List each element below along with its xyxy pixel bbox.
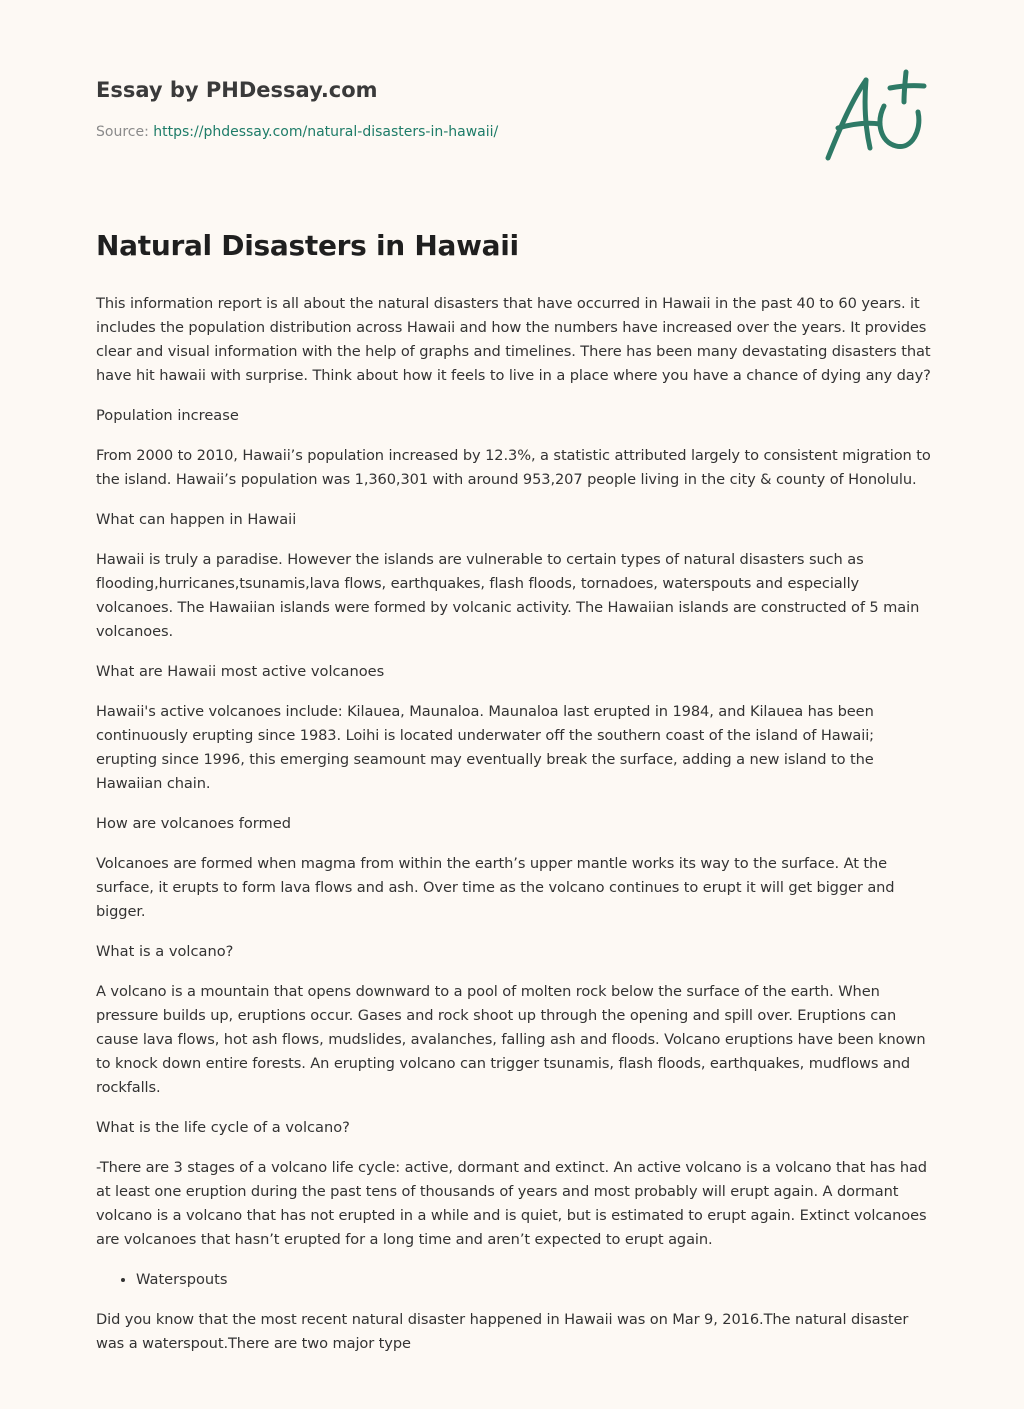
section-paragraph: Hawaii's active volcanoes include: Kilauea, Maunaloa. Maunaloa last erupted in 1984, and Kilauea has been continuously erupting since 1983. Loihi is located underwater off the southern coast of the island of Hawaii; erupting since 1996, this emerging seamount may eventually break the surface, adding a new island to the Hawaiian chain. (96, 703, 874, 792)
section-heading: What are Hawaii most active volcanoes (96, 663, 385, 680)
source-line (96, 122, 796, 142)
section-heading: What is a volcano? (96, 943, 234, 960)
source-label: Source: (96, 124, 154, 140)
section-heading: Population increase (96, 407, 239, 424)
section-heading: What can happen in Hawaii (96, 511, 297, 528)
bullet-list (96, 1268, 932, 1292)
source-link[interactable]: https://phdessay.com/natural-disasters-in-hawaii/ (153, 124, 499, 140)
section-heading: What is the life cycle of a volcano? (96, 1119, 350, 1136)
section-heading: How are volcanoes formed (96, 815, 291, 832)
site-title: Essay by PHDessay.com (96, 78, 378, 102)
intro-paragraph: This information report is all about the natural disasters that have occurred in Hawaii in the past 40 to 60 years. it includes the population distribution across Hawaii and how the numbers have increased over the years. It provides clear and visual information with the help of graphs and timelines. There has been many devastating disasters that have hit hawaii with surprise. Think about how it feels to live in a place where you have a chance of dying any day? (96, 295, 931, 384)
essay-body (96, 226, 932, 1372)
list-item: • Waterspouts (136, 1268, 932, 1292)
closing-paragraph: Did you know that the most recent natural disaster happened in Hawaii was on Mar 9, 2016.The natural disaster was a waterspout.There are two major type (96, 1311, 909, 1352)
page-title: Natural Disasters in Hawaii (96, 229, 519, 262)
section-paragraph: -There are 3 stages of a volcano life cycle: active, dormant and extinct. An active volcano is a volcano that has had at least one eruption during the past tens of thousands of years and most probably will erupt again. A dormant volcano is a volcano that has not erupted in a while and is quiet, but is estimated to erupt again. Extinct volcanoes are volcanoes that hasn’t erupted for a long time and aren’t expected to erupt again. (96, 1159, 927, 1248)
section-paragraph: A volcano is a mountain that opens downward to a pool of molten rock below the surface of the earth. When pressure builds up, eruptions occur. Gases and rock shoot up through the opening and spill over. Eruptions can cause lava flows, hot ash flows, mudslides, avalanches, falling ash and floods. Volcano eruptions have been known to knock down entire forests. An erupting volcano can trigger tsunamis, flash floods, earthquakes, mudflows and rockfalls. (96, 983, 926, 1096)
a-plus-logo-icon (818, 66, 930, 166)
section-paragraph: Volcanoes are formed when magma from within the earth’s upper mantle works its way to the surface. At the surface, it erupts to form lava flows and ash. Over time as the volcano continues to erupt it will get bigger and bigger. (96, 855, 895, 920)
essay-header (96, 76, 796, 142)
section-paragraph: Hawaii is truly a paradise. However the islands are vulnerable to certain types of natural disasters such as flooding,hurricanes,tsunamis,lava flows, earthquakes, flash floods, tornadoes, waterspouts and especially volcanoes. The Hawaiian islands were formed by volcanic activity. The Hawaiian islands are constructed of 5 main volcanoes. (96, 551, 920, 640)
section-paragraph: From 2000 to 2010, Hawaii’s population increased by 12.3%, a statistic attributed largely to consistent migration to the island. Hawaii’s population was 1,360,301 with around 953,207 people living in the city & county of Honolulu. (96, 447, 931, 488)
